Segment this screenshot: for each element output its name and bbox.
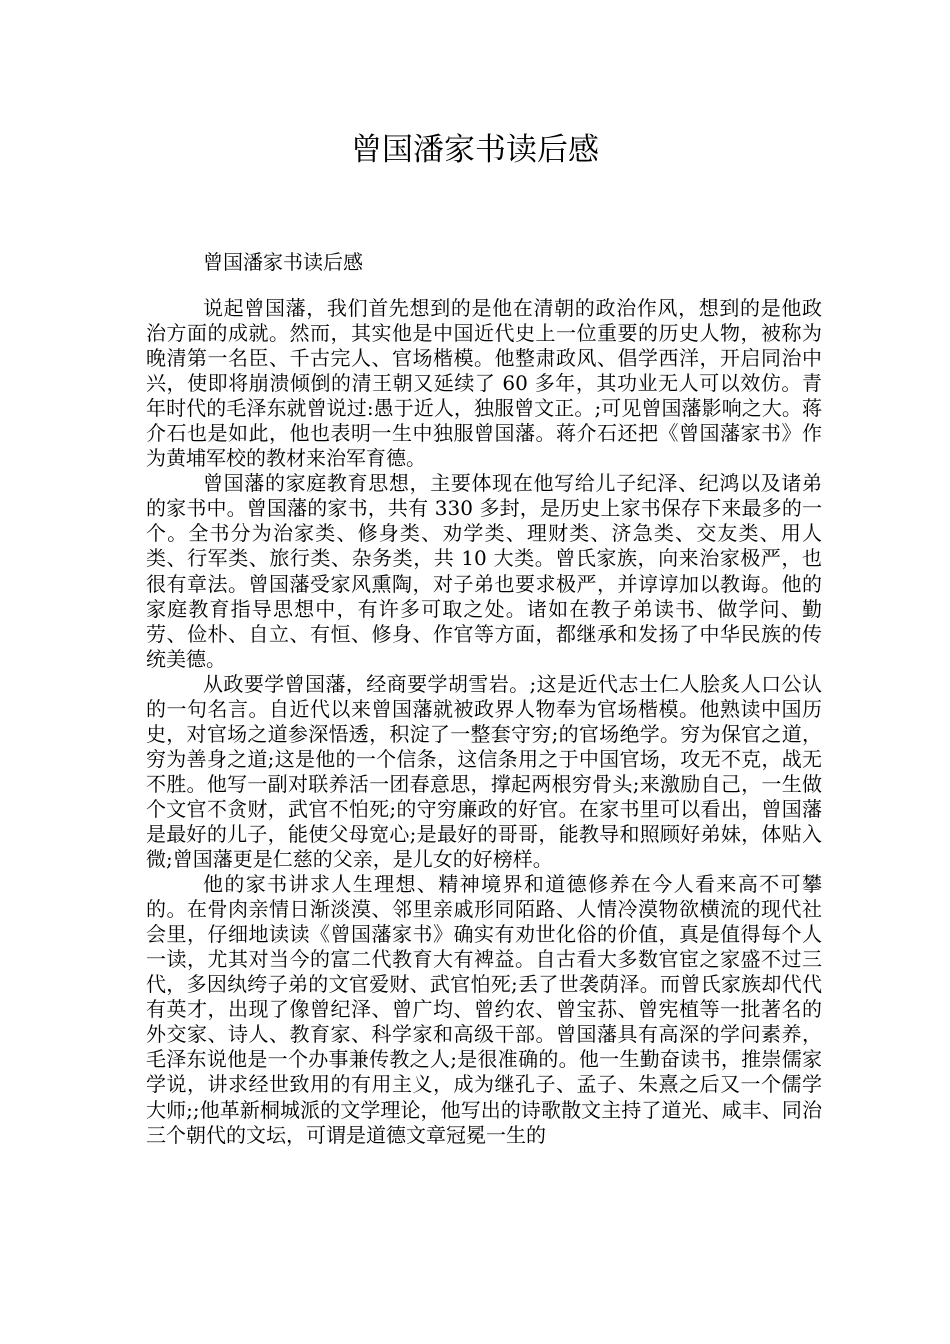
paragraph: 他的家书讲求人生理想、精神境界和道德修养在今人看来高不可攀的。在骨肉亲情日渐淡漠、邻里亲戚形同陌路、人情冷漠物欲横流的现代社会里，仔细地读读《曾国藩家书》确实有劝世化俗的价值，真是值得每个人一读，尤其对当今的富二代教育大有裨益。自古看大多数官宦之家盛不过三代，多因纨绔子弟的文官爱财、武官怕死;丢了世袭荫泽。而曾氏家族却代代有英才，出现了像曾纪泽、曾广均、曾约农、曾宝荪、曾宪植等一批著名的外交家、诗人、教育家、科学家和高级干部。曾国藩具有高深的学问素养，毛泽东说他是一个办事兼传教之人;是很准确的。他一生勤奋读书，推崇儒家学说，讲求经世致用的有用主义，成为继孔子、孟子、朱熹之后又一个儒学大师;;他革新桐城派的文学理论，他写出的诗歌散文主持了道光、咸丰、同治三个朝代的文坛，可谓是道德文章冠冕一生的 <box>146 872 822 1147</box>
paragraph: 从政要学曾国藩，经商要学胡雪岩。;这是近代志士仁人脍炙人口公认的一句名言。自近代以来曾国藩就被政界人物奉为官场楷模。他熟读中国历史，对官场之道参深悟透，积淀了一整套守穷;的官场绝学。穷为保官之道，穷为善身之道;这是他的一个信条，这信条用之于中国官场，攻无不克，战无不胜。他写一副对联养活一团春意思，撑起两根穷骨头;来激励自己，一生做个文官不贪财，武官不怕死;的守穷廉政的好官。在家书里可以看出，曾国藩是最好的儿子，能使父母宽心;是最好的哥哥，能教导和照顾好弟妹，体贴入微;曾国藩更是仁慈的父亲，是儿女的好榜样。 <box>146 671 822 872</box>
paragraph: 说起曾国藩，我们首先想到的是他在清朝的政治作风，想到的是他政治方面的成就。然而，其实他是中国近代史上一位重要的历史人物，被称为晚清第一名臣、千古完人、官场楷模。他整肃政风、倡学西洋，开启同治中兴，使即将崩溃倾倒的清王朝又延续了 60 多年，其功业无人可以效仿。青年时代的毛泽东就曾说过:愚于近人，独服曾文正。;可见曾国藩影响之大。蒋介石也是如此，他也表明一生中独服曾国藩。蒋介石还把《曾国藩家书》作为黄埔军校的教材来治军育德。 <box>146 296 822 471</box>
paragraph: 曾国藩的家庭教育思想，主要体现在他写给儿子纪泽、纪鸿以及诸弟的家书中。曾国藩的家书，共有 330 多封，是历史上家书保存下来最多的一个。全书分为治家类、修身类、劝学类、理财类、济急类、交友类、用人类、行军类、旅行类、杂务类，共 10 大类。曾氏家族，向来治家极严，也很有章法。曾国藩受家风熏陶，对子弟也要求极严，并谆谆加以教诲。他的家庭教育指导思想中，有许多可取之处。诸如在教子弟读书、做学问、勤劳、俭朴、自立、有恒、修身、作官等方面，都继承和发扬了中华民族的传统美德。 <box>146 471 822 671</box>
document-subtitle: 曾国潘家书读后感 <box>203 250 363 274</box>
document-title: 曾国潘家书读后感 <box>351 132 599 168</box>
document-body <box>146 296 822 1148</box>
